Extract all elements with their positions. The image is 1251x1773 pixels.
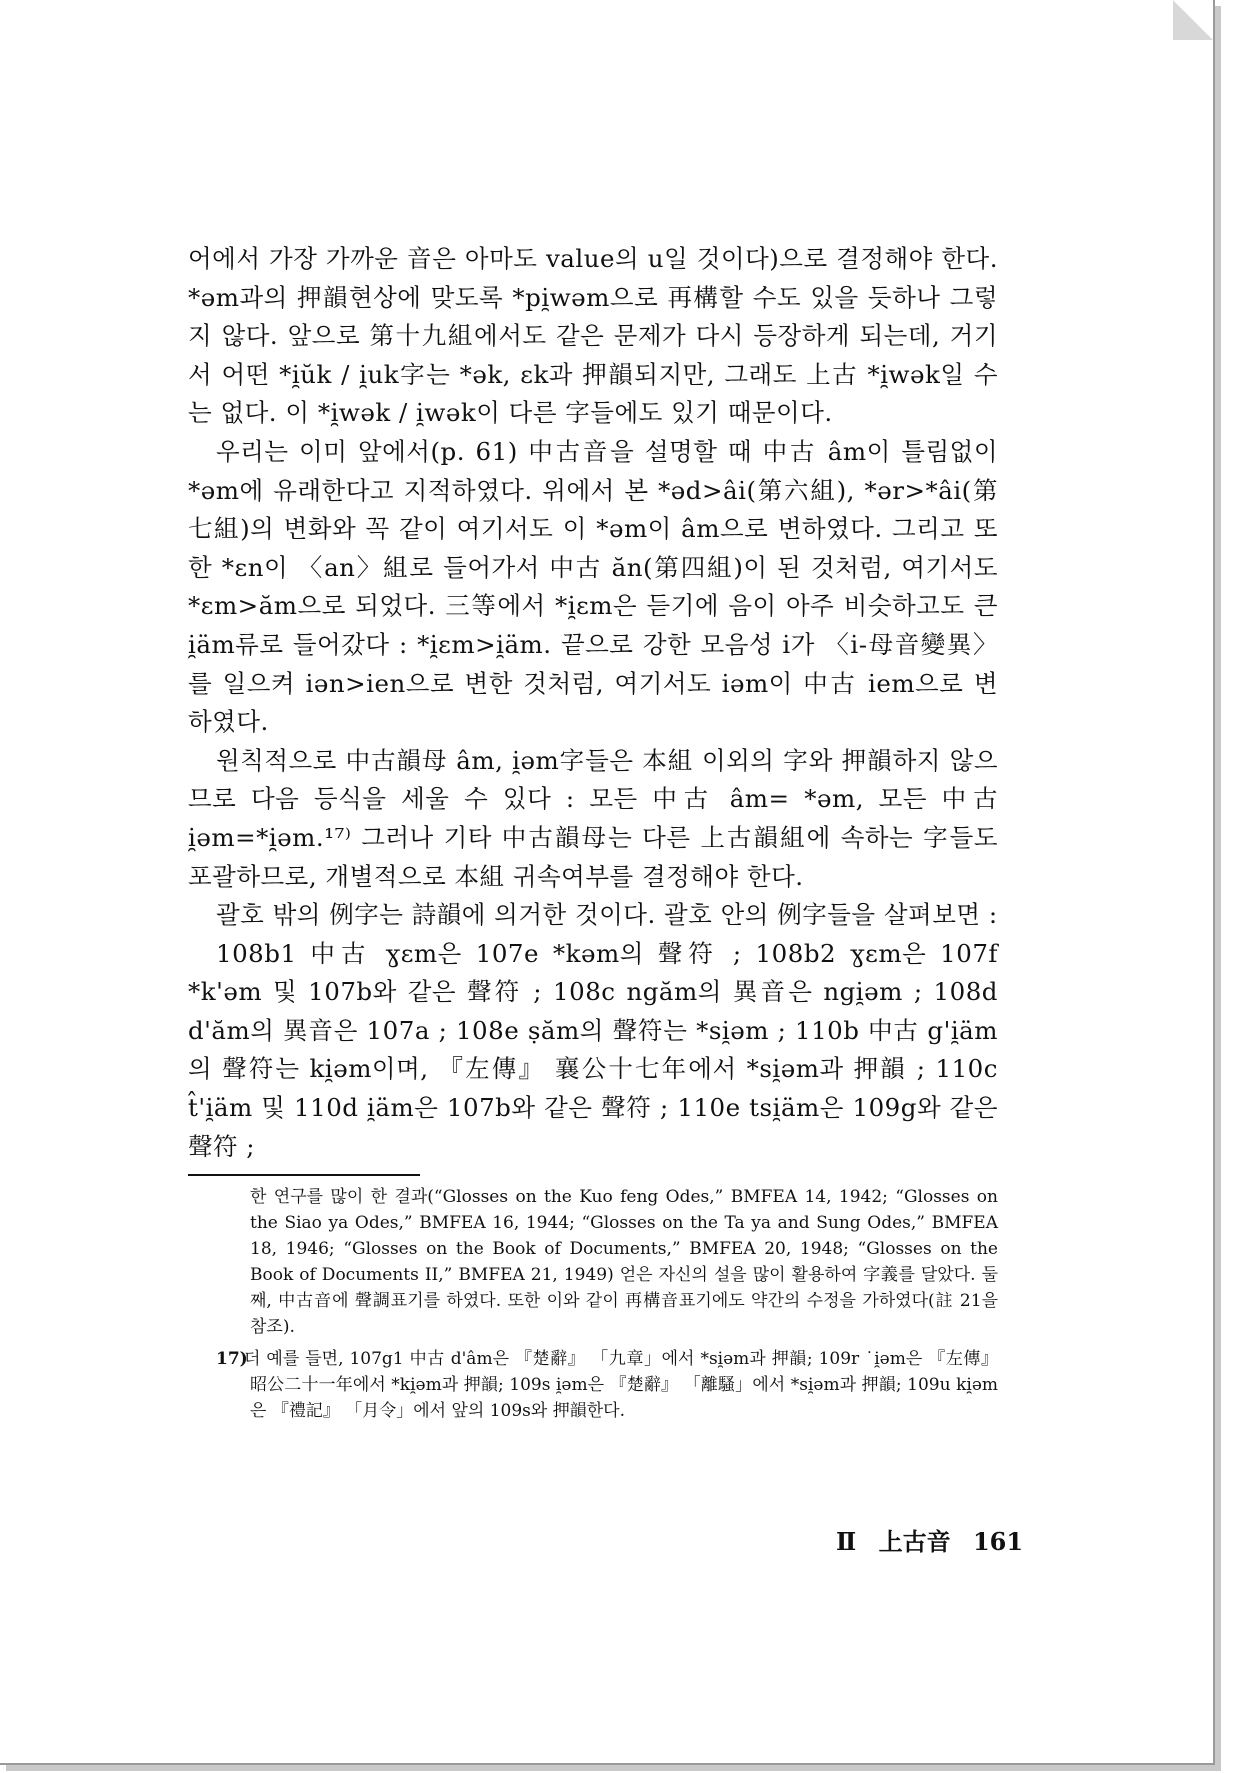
page-number: 161 [972, 1527, 1024, 1556]
page-body [188, 240, 998, 1424]
paragraph-2: 우리는 이미 앞에서(p. 61) 中古音을 설명할 때 中古 âm이 틀림없이 *əm에 유래한다고 지적하였다. 위에서 본 *əd>âi(第六組), *ər>*âi(第七組)의 변화와 꼭 같이 여기서도 이 *əm이 âm으로 변하였다. 그리고 또한 *ɛn이 〈an〉組로 들어가서 中古 ăn(第四組)이 된 것처럼, 여기서도 *ɛm>ăm으로 되었다. 三等에서 *i̯ɛm은 듣기에 음이 아주 비슷하고도 큰 i̯äm류로 들어갔다 : *i̯ɛm>i̯äm. 끝으로 강한 모음성 i가 〈i-母音變異〉를 일으켜 iən>ien으로 변한 것처럼, 여기서도 iəm이 中古 iem으로 변하였다. [188, 436, 998, 737]
footnote-continuation: 한 연구를 많이 한 결과(“Glosses on the Kuo feng Odes,” BMFEA 14, 1942; “Glosses on the Siao ya Odes,” BMFEA 16, 1944; “Glosses on the Ta ya and Sung Odes,” BMFEA 18, 1946; “Glosses on the Book of Documents,” BMFEA 20, 1948; “Glosses on the Book of Documents II,” BMFEA 21, 1949) 얻은 자신의 설을 많이 활용하여 字義를 달았다. 둘째, 中古音에 聲調표기를 하였다. 또한 이와 같이 再構音표기에도 약간의 수정을 가하였다(註 21을 참조). [250, 1187, 998, 1338]
page-fold-corner [1173, 0, 1213, 40]
paragraph-1: 어에서 가장 가까운 音은 아마도 value의 u일 것이다)으로 결정해야 한다. *əm과의 押韻현상에 맞도록 *pi̯wəm으로 再構할 수도 있을 듯하나 그렇지 않다. 앞으로 第十九組에서도 같은 문제가 다시 등장하게 되는데, 거기서 어떤 *i̯ŭk / i̯uk字는 *ək, ɛk과 押韻되지만, 그래도 上古 *i̯wək일 수는 없다. 이 *i̯wək / i̯wək이 다른 字들에도 있기 때문이다. [188, 244, 998, 428]
paragraph-5: 108b1 中古 ɣɛm은 107e *kəm의 聲符 ; 108b2 ɣɛm은 107f *k'əm 및 107b와 같은 聲符 ; 108c ngăm의 異音은 ngi̯əm ; 108d d'ăm의 異音은 107a ; 108e ṣăm의 聲符는 *si̯əm ; 110b 中古 g'i̯äm의 聲符는 ki̯əm이며, 『左傳』 襄公十七年에서 *si̯əm과 押韻 ; 110c t̂'i̯äm 및 110d i̯äm은 107b와 같은 聲符 ; 110e tsi̯äm은 109g와 같은 聲符 ; [188, 938, 998, 1161]
footnote-17 [188, 1346, 998, 1424]
page-footer [836, 1522, 1037, 1557]
chapter-marker: Ⅱ [836, 1527, 857, 1556]
footnote-number: 17) [216, 1349, 248, 1370]
footnote-17-text: 더 예를 들면, 107g1 中古 d'âm은 『楚辭』 「九章」에서 *si̯əm과 押韻; 109r ˙i̯əm은 『左傳』 昭公二十一年에서 *ki̯əm과 押韻; 109s i̯əm은 『楚辭』 「離騷」에서 *si̯əm과 押韻; 109u ki̯əm은 『禮記』 「月令」에서 앞의 109s와 押韻한다. [244, 1349, 998, 1422]
chapter-title: 上古音 [878, 1527, 951, 1556]
paragraph-4: 괄호 밖의 例字는 詩韻에 의거한 것이다. 괄호 안의 例字들을 살펴보면 : [216, 900, 998, 930]
paragraph-3: 원칙적으로 中古韻母 âm, i̯əm字들은 本組 이외의 字와 押韻하지 않으므로 다음 등식을 세울 수 있다 : 모든 中古 âm= *əm, 모든 中古 i̯əm=*i̯əm.¹⁷⁾ 그러나 기타 中古韻母는 다른 上古韻組에 속하는 字들도 포괄하므로, 개별적으로 本組 귀속여부를 결정해야 한다. [188, 745, 998, 891]
footnote-divider [188, 1174, 420, 1176]
